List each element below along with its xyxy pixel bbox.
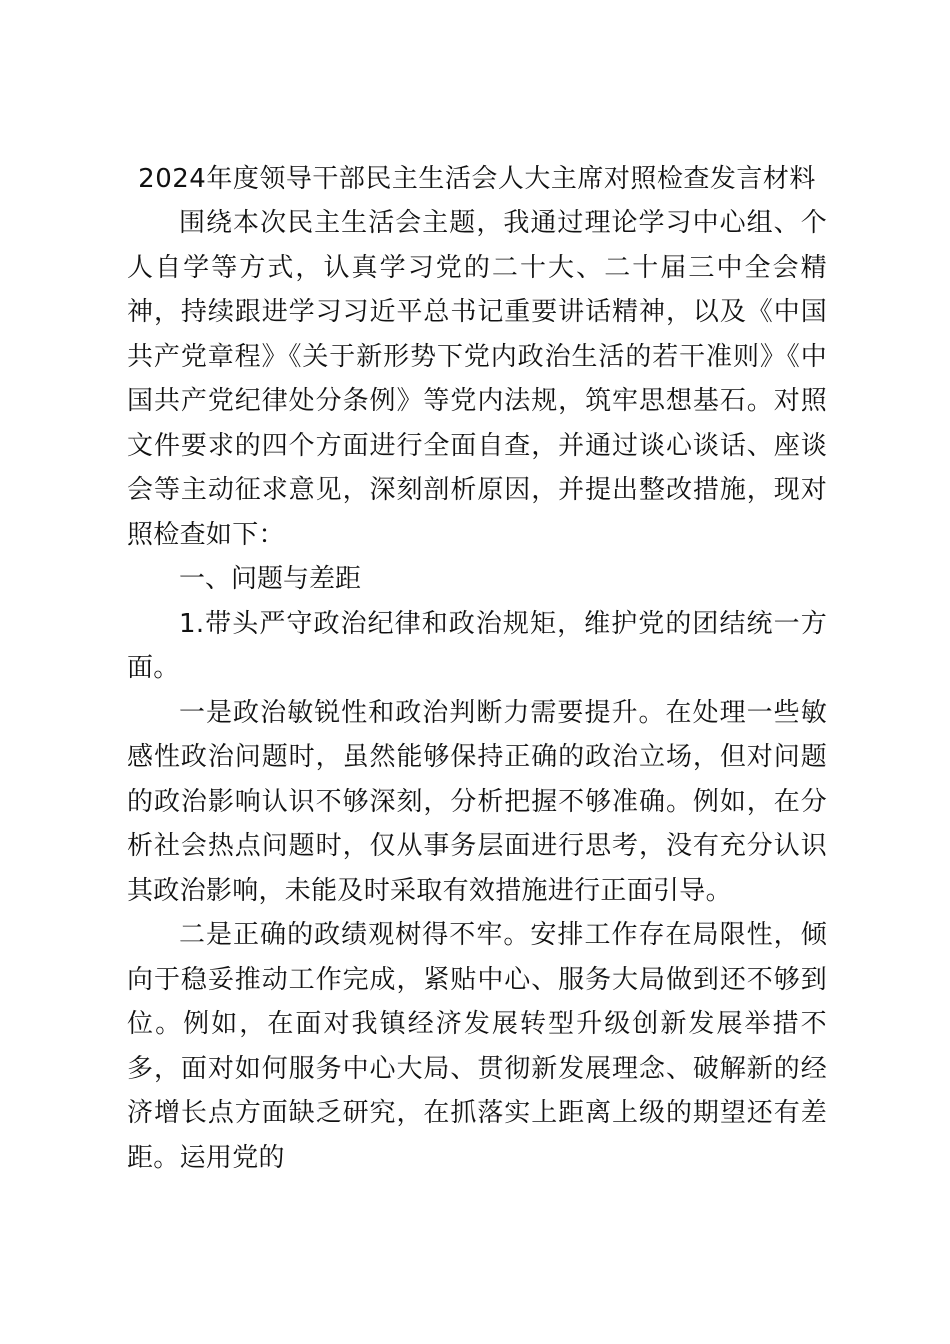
point-one-paragraph: 一是政治敏锐性和政治判断力需要提升。在处理一些敏感性政治问题时，虽然能够保持正确的政治立场，但对问题的政治影响认识不够深刻，分析把握不够准确。例如，在分析社会热点问题时，仅从事务层面进行思考，没有充分认识其政治影响，未能及时采取有效措施进行正面引导。	[127, 697, 827, 906]
subsection-heading: 1.带头严守政治纪律和政治规矩，维护党的团结统一方面。	[127, 608, 827, 683]
section-heading: 一、问题与差距	[179, 564, 362, 594]
intro-paragraph: 围绕本次民主生活会主题，我通过理论学习中心组、个人自学等方式，认真学习党的二十大、二十届三中全会精神，持续跟进学习习近平总书记重要讲话精神，以及《中国共产党章程》《关于新形势下党内政治生活的若干准则》《中国共产党纪律处分条例》等党内法规，筑牢思想基石。对照文件要求的四个方面进行全面自查，并通过谈心谈话、座谈会等主动征求意见，深刻剖析原因，并提出整改措施，现对照检查如下：	[127, 208, 827, 550]
document-body	[127, 157, 827, 1180]
point-two-paragraph: 二是正确的政绩观树得不牢。安排工作存在局限性，倾向于稳妥推动工作完成，紧贴中心、服务大局做到还不够到位。例如，在面对我镇经济发展转型升级创新发展举措不多，面对如何服务中心大局、贯彻新发展理念、破解新的经济增长点方面缺乏研究，在抓落实上距离上级的期望还有差距。运用党的	[127, 920, 827, 1173]
document-title: 2024年度领导干部民主生活会人大主席对照检查发言材料	[138, 164, 816, 194]
